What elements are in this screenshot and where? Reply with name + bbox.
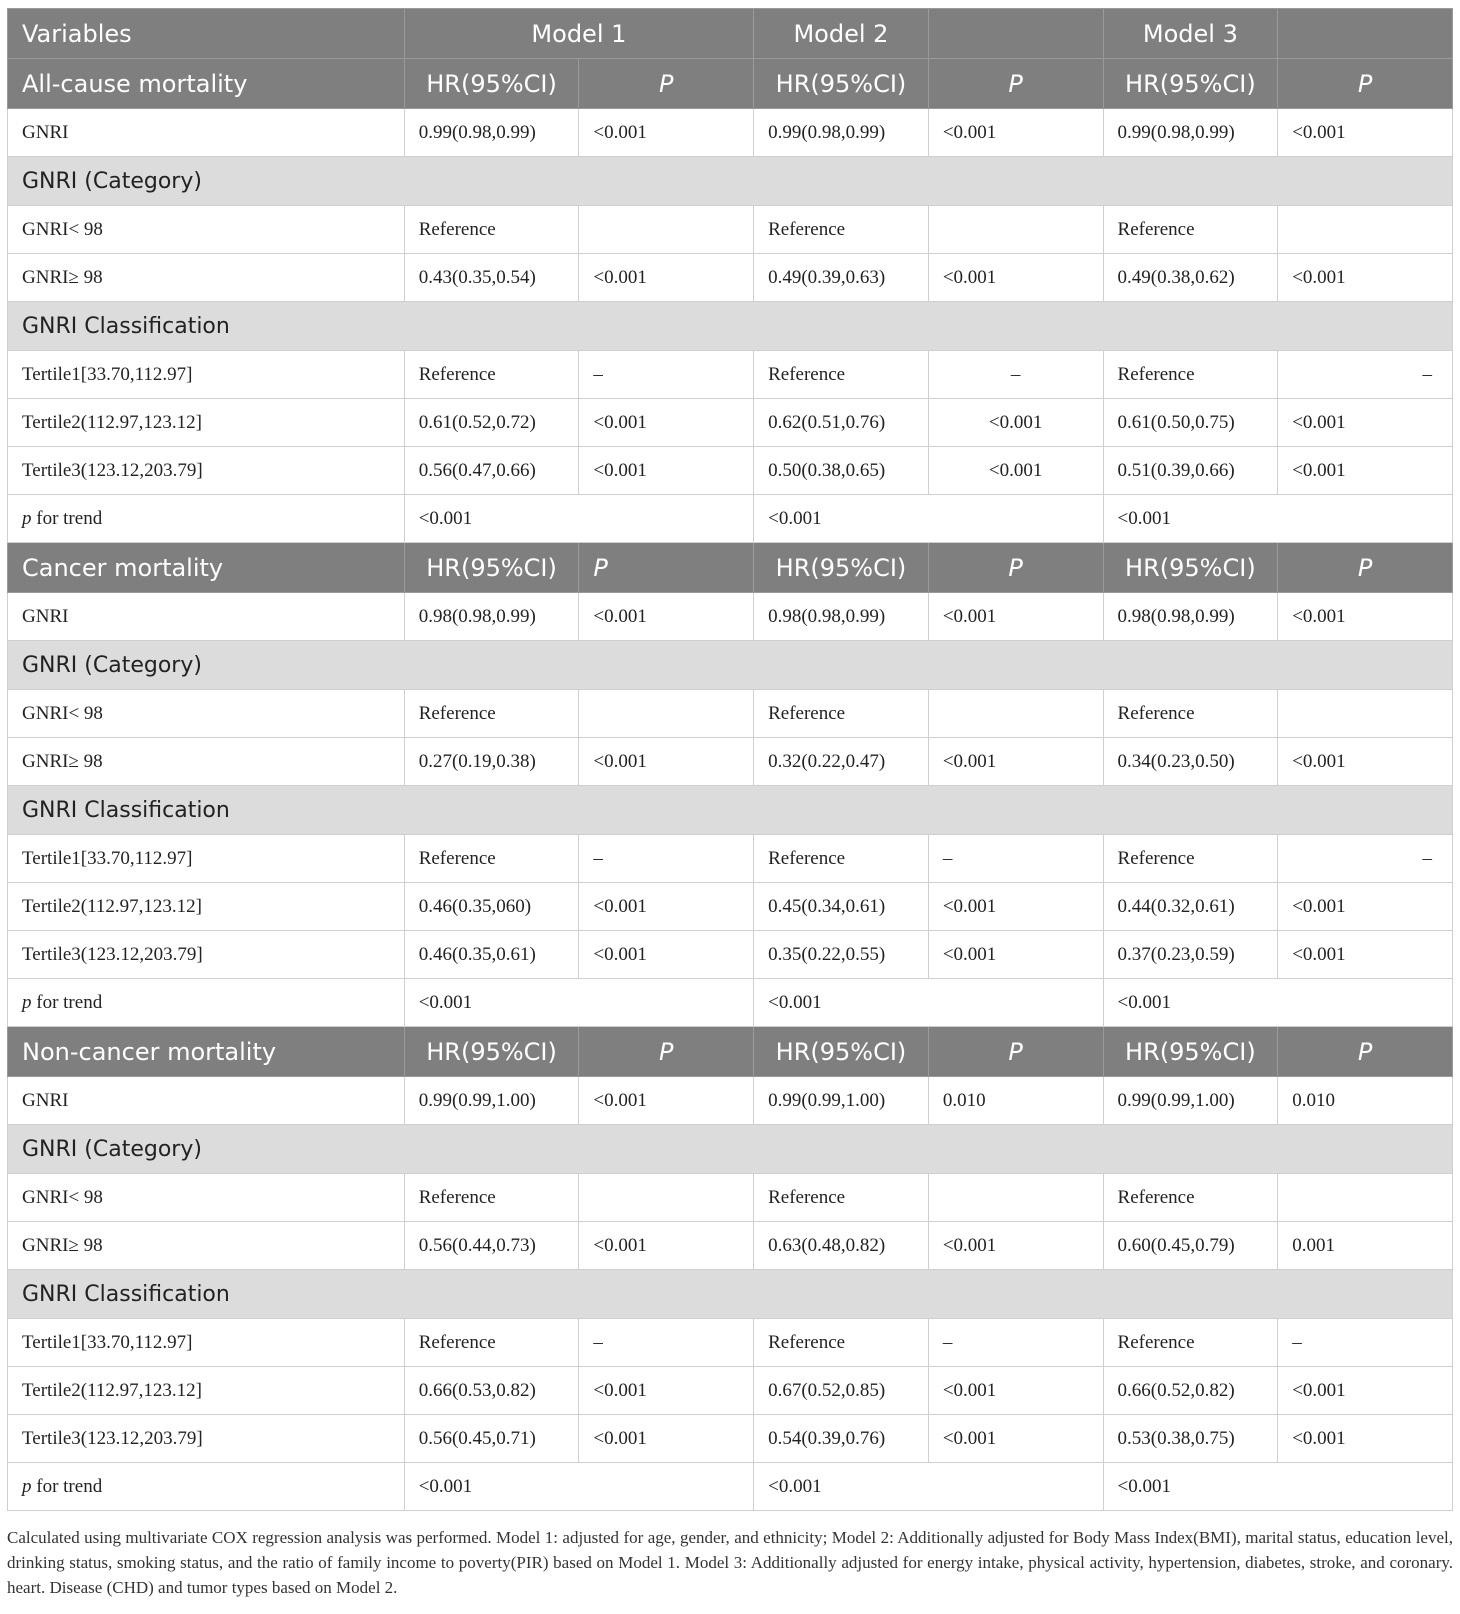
table-row (8, 399, 1453, 447)
section-header-row (8, 59, 1453, 109)
table-cell (1278, 690, 1453, 738)
table-cell: 0.34(0.23,0.50) (1103, 738, 1278, 786)
table-cell: 0.99(0.98,0.99) (404, 109, 579, 157)
p-column-header: P (1278, 543, 1453, 593)
table-cell: 0.44(0.32,0.61) (1103, 883, 1278, 931)
table-cell: <0.001 (1278, 254, 1453, 302)
table-cell: 0.56(0.47,0.66) (404, 447, 579, 495)
trend-label: for trend (31, 1475, 103, 1497)
table-cell: 0.43(0.35,0.54) (404, 254, 579, 302)
table-cell: 0.66(0.52,0.82) (1103, 1367, 1278, 1415)
table-cell: 0.99(0.99,1.00) (754, 1077, 929, 1125)
hr-column-header: HR(95%CI) (404, 543, 579, 593)
table-cell: <0.001 (1278, 447, 1453, 495)
section-title: Non-cancer mortality (8, 1027, 405, 1077)
table-cell (928, 690, 1103, 738)
row-label: Tertile3(123.12,203.79] (8, 447, 405, 495)
table-cell: <0.001 (928, 1222, 1103, 1270)
table-cell: <0.001 (579, 254, 754, 302)
table-cell: – (579, 1319, 754, 1367)
table-row (8, 206, 1453, 254)
table-cell: <0.001 (404, 979, 753, 1027)
table-cell: <0.001 (579, 1367, 754, 1415)
table-cell: <0.001 (928, 1415, 1103, 1463)
table-cell: Reference (1103, 206, 1278, 254)
p-column-header: P (579, 1027, 754, 1077)
table-row (8, 1077, 1453, 1125)
table-cell: <0.001 (1103, 979, 1452, 1027)
table-cell: 0.99(0.98,0.99) (754, 109, 929, 157)
table-cell: 0.61(0.52,0.72) (404, 399, 579, 447)
subheader-row (8, 1270, 1453, 1319)
table-cell: 0.66(0.53,0.82) (404, 1367, 579, 1415)
table-cell: 0.56(0.45,0.71) (404, 1415, 579, 1463)
table-cell: 0.32(0.22,0.47) (754, 738, 929, 786)
table-cell: 0.46(0.35,060) (404, 883, 579, 931)
subheader-category: GNRI (Category) (8, 157, 1453, 206)
row-label: Tertile2(112.97,123.12] (8, 883, 405, 931)
header-empty (928, 9, 1103, 59)
header-model-3: Model 3 (1103, 9, 1278, 59)
table-cell: – (928, 835, 1103, 883)
subheader-row (8, 1125, 1453, 1174)
hr-column-header: HR(95%CI) (1103, 1027, 1278, 1077)
row-label-trend (8, 979, 405, 1027)
table-cell: <0.001 (928, 883, 1103, 931)
table-cell: <0.001 (404, 1463, 753, 1511)
table-cell: <0.001 (579, 1222, 754, 1270)
p-column-header: P (579, 543, 754, 593)
trend-label: for trend (31, 991, 103, 1013)
table-cell: <0.001 (1278, 593, 1453, 641)
table-cell: <0.001 (1103, 495, 1452, 543)
table-cell: <0.001 (579, 109, 754, 157)
hr-column-header: HR(95%CI) (754, 59, 929, 109)
table-row (8, 883, 1453, 931)
subheader-row (8, 641, 1453, 690)
header-model-1: Model 1 (404, 9, 753, 59)
trend-p-label: p (22, 991, 32, 1013)
table-footnote: Calculated using multivariate COX regression analysis was performed. Model 1: adjusted for age, gender, and ethnicity; Model 2: Additionally adjusted for Body Mass Index(BMI), marital status, education level, drinking status, smoking status, and the ratio of family income to poverty(PIR) based on Model 1. Model 3: Additionally adjusted for energy intake, physical activity, hypertension, diabetes, stroke, and coronary. heart. Disease (CHD) and tumor types based on Model 2. (7, 1528, 1453, 1597)
trend-label: for trend (31, 507, 103, 529)
table-cell: Reference (754, 1319, 929, 1367)
table-cell: – (928, 1319, 1103, 1367)
table-row (8, 835, 1453, 883)
section-header-row (8, 543, 1453, 593)
table-cell: 0.49(0.38,0.62) (1103, 254, 1278, 302)
table-cell (579, 690, 754, 738)
table-cell: 0.51(0.39,0.66) (1103, 447, 1278, 495)
table-cell: <0.001 (1278, 738, 1453, 786)
table-cell: Reference (754, 1174, 929, 1222)
table-row (8, 1319, 1453, 1367)
p-column-header: P (1278, 59, 1453, 109)
table-cell: 0.99(0.99,1.00) (1103, 1077, 1278, 1125)
table-cell: Reference (1103, 351, 1278, 399)
table-cell: Reference (754, 690, 929, 738)
table-cell: <0.001 (579, 593, 754, 641)
row-label: GNRI< 98 (8, 690, 405, 738)
table-cell: Reference (754, 206, 929, 254)
row-label: GNRI (8, 109, 405, 157)
header-model-2: Model 2 (754, 9, 929, 59)
table-cell: <0.001 (579, 447, 754, 495)
subheader-classification: GNRI Classification (8, 786, 1453, 835)
table-cell: 0.99(0.98,0.99) (1103, 109, 1278, 157)
p-column-header: P (928, 59, 1103, 109)
results-table-container (7, 8, 1453, 1511)
table-cell: Reference (1103, 835, 1278, 883)
table-cell: – (579, 351, 754, 399)
table-cell: 0.61(0.50,0.75) (1103, 399, 1278, 447)
table-cell: 0.60(0.45,0.79) (1103, 1222, 1278, 1270)
subheader-classification: GNRI Classification (8, 1270, 1453, 1319)
table-cell: Reference (404, 1319, 579, 1367)
table-cell: Reference (1103, 690, 1278, 738)
table-cell: 0.010 (1278, 1077, 1453, 1125)
p-column-header: P (579, 59, 754, 109)
table-row (8, 1174, 1453, 1222)
table-cell: 0.62(0.51,0.76) (754, 399, 929, 447)
hr-column-header: HR(95%CI) (1103, 59, 1278, 109)
section-title: Cancer mortality (8, 543, 405, 593)
table-row (8, 1415, 1453, 1463)
table-cell: Reference (1103, 1319, 1278, 1367)
table-cell: 0.98(0.98,0.99) (754, 593, 929, 641)
table-cell: 0.54(0.39,0.76) (754, 1415, 929, 1463)
table-cell (1278, 1174, 1453, 1222)
table-cell: 0.63(0.48,0.82) (754, 1222, 929, 1270)
table-row (8, 931, 1453, 979)
table-cell (1278, 206, 1453, 254)
trend-p-label: p (22, 507, 32, 529)
row-label: GNRI< 98 (8, 206, 405, 254)
table-cell: <0.001 (1278, 1415, 1453, 1463)
section-header-row (8, 1027, 1453, 1077)
table-cell (928, 206, 1103, 254)
row-label: GNRI (8, 1077, 405, 1125)
table-row (8, 447, 1453, 495)
table-cell: Reference (754, 351, 929, 399)
table-cell: <0.001 (754, 1463, 1103, 1511)
p-column-header: P (1278, 1027, 1453, 1077)
table-cell: <0.001 (928, 399, 1103, 447)
table-cell: <0.001 (928, 447, 1103, 495)
p-column-header: P (928, 543, 1103, 593)
table-cell: – (1278, 351, 1453, 399)
table-row (8, 254, 1453, 302)
table-cell: 0.99(0.99,1.00) (404, 1077, 579, 1125)
table-cell: <0.001 (579, 399, 754, 447)
table-row (8, 495, 1453, 543)
table-cell: <0.001 (1278, 931, 1453, 979)
table-cell: – (579, 835, 754, 883)
row-label: GNRI≥ 98 (8, 254, 405, 302)
table-cell: 0.67(0.52,0.85) (754, 1367, 929, 1415)
table-cell: <0.001 (579, 931, 754, 979)
table-row (8, 109, 1453, 157)
table-cell: <0.001 (579, 1077, 754, 1125)
table-cell: – (1278, 1319, 1453, 1367)
table-cell: <0.001 (579, 883, 754, 931)
table-cell: <0.001 (1278, 1367, 1453, 1415)
row-label: Tertile3(123.12,203.79] (8, 1415, 405, 1463)
row-label: Tertile1[33.70,112.97] (8, 1319, 405, 1367)
table-cell: <0.001 (754, 979, 1103, 1027)
table-cell: <0.001 (404, 495, 753, 543)
p-column-header: P (928, 1027, 1103, 1077)
table-cell: Reference (1103, 1174, 1278, 1222)
row-label: Tertile2(112.97,123.12] (8, 1367, 405, 1415)
subheader-classification: GNRI Classification (8, 302, 1453, 351)
table-cell: <0.001 (928, 109, 1103, 157)
hr-column-header: HR(95%CI) (404, 1027, 579, 1077)
table-cell: 0.53(0.38,0.75) (1103, 1415, 1278, 1463)
table-row (8, 351, 1453, 399)
header-empty (1278, 9, 1453, 59)
table-cell: <0.001 (928, 931, 1103, 979)
table-row (8, 1222, 1453, 1270)
table-cell: 0.37(0.23,0.59) (1103, 931, 1278, 979)
table-row (8, 738, 1453, 786)
table-cell (579, 1174, 754, 1222)
table-cell: Reference (404, 351, 579, 399)
table-header-row (8, 9, 1453, 59)
table-cell (579, 206, 754, 254)
row-label-trend (8, 1463, 405, 1511)
row-label: Tertile1[33.70,112.97] (8, 351, 405, 399)
table-cell: <0.001 (1278, 109, 1453, 157)
table-cell: 0.49(0.39,0.63) (754, 254, 929, 302)
table-cell: 0.50(0.38,0.65) (754, 447, 929, 495)
row-label: Tertile1[33.70,112.97] (8, 835, 405, 883)
table-cell: 0.98(0.98,0.99) (404, 593, 579, 641)
table-cell: <0.001 (928, 593, 1103, 641)
table-cell: – (928, 351, 1103, 399)
table-cell: 0.27(0.19,0.38) (404, 738, 579, 786)
hr-column-header: HR(95%CI) (1103, 543, 1278, 593)
trend-p-label: p (22, 1475, 32, 1497)
subheader-category: GNRI (Category) (8, 1125, 1453, 1174)
table-cell: 0.001 (1278, 1222, 1453, 1270)
table-cell: Reference (404, 206, 579, 254)
hr-column-header: HR(95%CI) (754, 543, 929, 593)
table-cell: <0.001 (579, 1415, 754, 1463)
section-title: All-cause mortality (8, 59, 405, 109)
table-row (8, 593, 1453, 641)
table-cell: Reference (754, 835, 929, 883)
table-cell: <0.001 (928, 254, 1103, 302)
table-cell: – (1278, 835, 1453, 883)
row-label: Tertile3(123.12,203.79] (8, 931, 405, 979)
table-cell: 0.45(0.34,0.61) (754, 883, 929, 931)
table-cell: Reference (404, 690, 579, 738)
table-row (8, 690, 1453, 738)
table-cell: Reference (404, 1174, 579, 1222)
table-cell (928, 1174, 1103, 1222)
subheader-row (8, 302, 1453, 351)
table-cell: <0.001 (1278, 399, 1453, 447)
table-row (8, 1463, 1453, 1511)
subheader-row (8, 786, 1453, 835)
table-row (8, 979, 1453, 1027)
table-cell: Reference (404, 835, 579, 883)
table-cell: 0.56(0.44,0.73) (404, 1222, 579, 1270)
row-label: GNRI< 98 (8, 1174, 405, 1222)
hr-column-header: HR(95%CI) (754, 1027, 929, 1077)
table-cell: <0.001 (1278, 883, 1453, 931)
row-label: Tertile2(112.97,123.12] (8, 399, 405, 447)
row-label-trend (8, 495, 405, 543)
row-label: GNRI (8, 593, 405, 641)
table-cell: <0.001 (579, 738, 754, 786)
row-label: GNRI≥ 98 (8, 738, 405, 786)
table-cell: <0.001 (754, 495, 1103, 543)
table-cell: 0.35(0.22,0.55) (754, 931, 929, 979)
row-label: GNRI≥ 98 (8, 1222, 405, 1270)
table-row (8, 1367, 1453, 1415)
table-cell: 0.010 (928, 1077, 1103, 1125)
table-cell: <0.001 (1103, 1463, 1452, 1511)
table-cell: 0.46(0.35,0.61) (404, 931, 579, 979)
subheader-row (8, 157, 1453, 206)
cox-regression-table (7, 8, 1453, 1511)
hr-column-header: HR(95%CI) (404, 59, 579, 109)
table-cell: 0.98(0.98,0.99) (1103, 593, 1278, 641)
subheader-category: GNRI (Category) (8, 641, 1453, 690)
table-cell: <0.001 (928, 738, 1103, 786)
header-variables: Variables (8, 9, 405, 59)
table-cell: <0.001 (928, 1367, 1103, 1415)
